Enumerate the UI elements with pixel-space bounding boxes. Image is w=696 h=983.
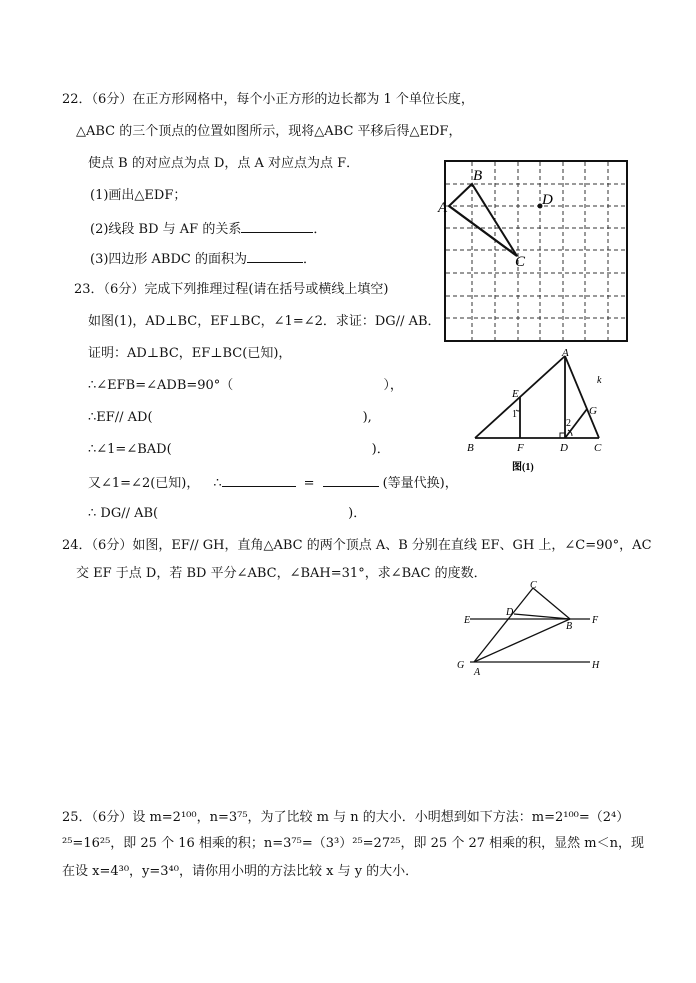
q22-sub2 xyxy=(90,220,326,238)
grid-label-b: B xyxy=(473,168,483,184)
q23-step4 xyxy=(88,474,458,492)
q23-step4-given: 又∠1=∠2(已知)， xyxy=(88,476,200,491)
q25-line1 xyxy=(62,810,629,826)
q22-text-2: △ABC 的三个顶点的位置如图所示，现将△ABC 平移后得△EDF， xyxy=(76,124,462,139)
q23-proof-intro: 证明：AD⊥BC，EF⊥BC(已知)， xyxy=(88,346,292,361)
fig1-label-c: C xyxy=(594,442,602,454)
q23-step5 xyxy=(88,506,366,522)
fig24-label-d: D xyxy=(506,607,514,618)
fig1-label-angle-1: 1 xyxy=(512,409,517,420)
triangle-abc xyxy=(449,184,517,256)
fig1-label-f: F xyxy=(517,442,524,454)
fig1-label-b: B xyxy=(467,442,474,454)
q22-sub2-text: (2)线段 BD 与 AF 的关系 xyxy=(90,222,242,237)
q22-sub3-text: (3)四边形 ABDC 的面积为 xyxy=(90,252,247,267)
q23-step1-text: ∴∠EFB=∠ADB=90°（ xyxy=(88,378,234,393)
q25-text-3: 在设 x=4³⁰，y=3⁴⁰，请你用小明的方法比较 x 与 y 的大小． xyxy=(62,864,419,879)
fig1-label-d: D xyxy=(560,442,568,454)
q22-number: 22．（6分） xyxy=(62,92,133,107)
fig24-label-f: F xyxy=(592,615,599,626)
q23-step2-text: ∴EF// AD( xyxy=(88,410,153,425)
q22-grid-figure xyxy=(438,160,630,344)
fig1-label-k: k xyxy=(597,375,602,386)
q22-sub3 xyxy=(90,250,316,268)
q22-text-1: 在正方形网格中，每个小正方形的边长都为 1 个单位长度， xyxy=(132,92,474,107)
q23-step1 xyxy=(88,378,403,394)
q23-title: 完成下列推理过程(请在括号或横线上填空) xyxy=(144,282,389,297)
q22-sub3-end: ． xyxy=(303,252,317,267)
fig1-caption: 图(1) xyxy=(512,462,534,473)
q24-text-1: 如图，EF// GH，直角△ABC 的两个顶点 A、B 分别在直线 EF、GH 上，∠C=90°，AC xyxy=(132,538,652,553)
q23-step3 xyxy=(88,442,390,458)
fig24-label-g: G xyxy=(457,660,465,671)
segment-db xyxy=(514,614,570,619)
fig24-label-e: E xyxy=(464,615,471,626)
fig24-label-a: A xyxy=(474,667,481,678)
q24-number: 24．（6分） xyxy=(62,538,133,553)
q22-sub1: (1)画出△EDF； xyxy=(90,188,187,203)
q23-number: 23．（6分） xyxy=(74,282,145,297)
q23-step3-text: ∴∠1=∠BAD( xyxy=(88,442,172,457)
fig24-label-c: C xyxy=(530,580,537,591)
q22-text-3: 使点 B 的对应点为点 D，点 A 对应点为点 F． xyxy=(88,156,360,171)
grid-border xyxy=(445,161,627,341)
grid-label-c: C xyxy=(515,254,526,270)
fig1-label-a: A xyxy=(562,347,569,359)
fig24-label-b: B xyxy=(566,621,573,632)
q23-step4-blank-right[interactable] xyxy=(323,474,379,487)
q25-text-2: ²⁵=16²⁵，即 25 个 16 相乘的积；n=3⁷⁵=（3³）²⁵=27²⁵，即 25 个 27 相乘的积，显然 m＜n，现 xyxy=(62,836,644,851)
q23-step5-close: )． xyxy=(348,506,367,521)
q23-step5-text: ∴ DG// AB( xyxy=(88,506,159,521)
q23-line1 xyxy=(74,282,388,298)
q23-step3-close: )． xyxy=(371,442,390,457)
q23-figure-1 xyxy=(466,348,616,478)
grid-label-d: D xyxy=(542,192,553,208)
grid-label-a: A xyxy=(438,200,448,216)
q22-sub2-end: ． xyxy=(313,222,327,237)
q23-step2 xyxy=(88,410,372,426)
q22-sub2-answer-blank[interactable] xyxy=(241,220,313,233)
q22-line1 xyxy=(62,92,474,108)
segment-cb xyxy=(533,588,570,619)
segment-ab xyxy=(474,619,573,662)
fig1-label-e: E xyxy=(512,388,519,400)
q24-line1 xyxy=(62,538,652,554)
fig24-label-h: H xyxy=(592,660,600,671)
q23-step4-reason: (等量代换)， xyxy=(382,476,458,491)
q24-text-2: 交 EF 于点 D，若 BD 平分∠ABC，∠BAH=31°，求∠BAC 的度数． xyxy=(76,566,487,581)
fig1-label-angle-2: 2 xyxy=(566,418,571,429)
q25-text-1: 设 m=2¹⁰⁰，n=3⁷⁵，为了比较 m 与 n 的大小．小明想到如下方法：m=2¹⁰⁰=（2⁴） xyxy=(132,810,630,825)
segment-ac xyxy=(474,588,533,662)
q22-sub3-answer-blank[interactable] xyxy=(247,250,303,263)
q23-given: 如图(1)，AD⊥BC，EF⊥BC，∠1=∠2．求证：DG// AB． xyxy=(88,314,441,329)
q23-step4-equals: = xyxy=(303,476,315,491)
q23-step2-close: ), xyxy=(362,410,372,425)
q23-step1-close: ）， xyxy=(383,378,403,393)
q25-number: 25．（6分） xyxy=(62,810,133,825)
q23-step4-therefore: ∴ xyxy=(213,476,222,491)
fig1-label-g: G xyxy=(589,405,597,417)
grid-lines xyxy=(446,162,626,340)
q24-figure xyxy=(454,578,614,680)
q23-step4-blank-left[interactable] xyxy=(222,474,296,487)
